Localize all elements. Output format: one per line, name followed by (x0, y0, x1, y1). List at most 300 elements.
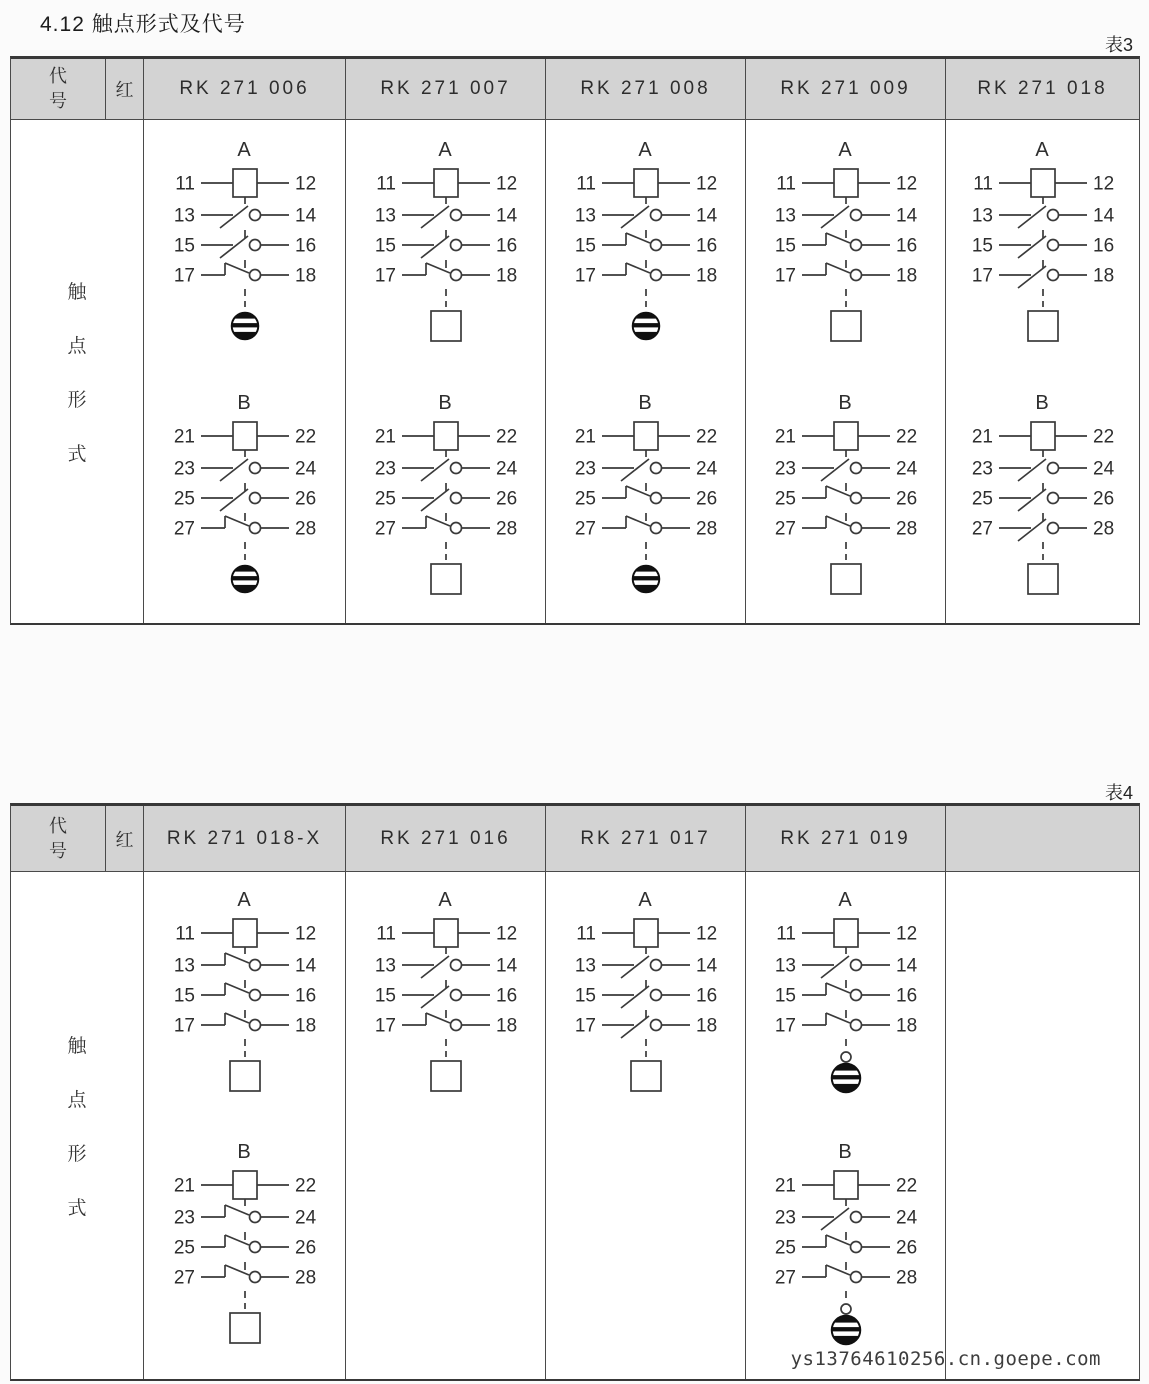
contact-diagram-B (145, 1128, 345, 1350)
terminal-number-right: 28 (695, 518, 717, 540)
terminal-number-left: 25 (774, 488, 796, 510)
contact-diagram-A (943, 126, 1143, 348)
terminal-number-left: 23 (971, 458, 993, 480)
terminal-number-left: 23 (574, 458, 596, 480)
model-header-cell: RK 271 018-X (144, 806, 346, 871)
coil-symbol (376, 919, 517, 954)
contact-group-A (746, 126, 946, 348)
contact-no-symbol (374, 489, 516, 522)
section-label: B (837, 1141, 852, 1163)
contact-fixed-point (450, 990, 461, 1001)
table3-caption: 表3 (1104, 35, 1133, 55)
terminal-number-left: 11 (174, 923, 195, 945)
contact-fixed-point (450, 523, 461, 534)
section-label: A (437, 139, 452, 161)
contact-nc-symbol (173, 1205, 316, 1240)
indicator-lamp-icon (828, 1064, 864, 1093)
terminal-number-left: 15 (574, 985, 596, 1007)
model-header-cell: RK 271 009 (746, 59, 946, 119)
terminal-number-right: 22 (495, 426, 517, 448)
terminal-number-left: 23 (774, 1207, 796, 1229)
diagram-cell (746, 872, 946, 1379)
indicator-square-icon (431, 1061, 461, 1091)
terminal-number-right: 16 (695, 985, 717, 1007)
terminal-number-left: 27 (774, 518, 796, 540)
terminal-number-right: 28 (294, 1267, 316, 1289)
contact-no-symbol (374, 459, 517, 492)
contact-diagram-A (346, 126, 546, 348)
contact-fixed-point (850, 523, 861, 534)
section-label: A (637, 889, 652, 911)
code-header-cell (11, 59, 106, 119)
terminal-number-right: 16 (1092, 235, 1114, 257)
terminal-number-left: 25 (971, 488, 993, 510)
contact-diagram-A (746, 876, 946, 1098)
terminal-number-left: 11 (375, 173, 396, 195)
terminal-number-right: 16 (294, 985, 316, 1007)
contact-no-symbol (574, 956, 717, 989)
contact-fixed-point (650, 493, 661, 504)
coil-symbol (576, 919, 717, 954)
terminal-number-left: 15 (774, 985, 796, 1007)
terminal-number-right: 24 (695, 458, 717, 480)
row-header-char: 式 (67, 1198, 87, 1219)
contact-fixed-point (249, 1272, 260, 1283)
diagram-cell (144, 872, 346, 1379)
contact-diagram-A (546, 126, 746, 348)
table3 (10, 56, 1140, 625)
contact-fixed-point (450, 960, 461, 971)
terminal-number-right: 14 (294, 955, 316, 977)
terminal-number-right: 14 (1092, 205, 1114, 227)
model-header-cell: RK 271 017 (546, 806, 746, 871)
contact-no-symbol (971, 266, 1113, 289)
terminal-number-right: 26 (1092, 488, 1114, 510)
terminal-number-right: 14 (695, 205, 717, 227)
diagram-cell (346, 120, 546, 623)
contact-diagram-A (346, 876, 546, 1098)
table4-caption: 表4 (1104, 783, 1133, 803)
contact-no-symbol (374, 236, 516, 269)
model-header-cell: RK 271 006 (144, 59, 346, 119)
contact-fixed-point (650, 210, 661, 221)
indicator-small-circle-icon (841, 1304, 851, 1314)
contact-no-symbol (374, 206, 517, 239)
model-header-cell: RK 271 007 (346, 59, 546, 119)
contact-group-A (346, 876, 546, 1098)
terminal-number-left: 27 (173, 518, 195, 540)
contact-diagram-B (746, 379, 946, 601)
contact-group-B (746, 1128, 946, 1350)
contact-fixed-point (450, 240, 461, 251)
contact-nc-symbol (173, 983, 315, 1018)
row-header-char: 点 (67, 1090, 87, 1111)
indicator-square-icon (230, 1061, 260, 1091)
contact-fixed-point (850, 1272, 861, 1283)
empty-cell (946, 872, 1139, 1379)
terminal-number-right: 24 (294, 458, 316, 480)
contact-group-A (145, 876, 345, 1098)
contact-nc-symbol (574, 486, 716, 521)
row-header-char: 触 (67, 282, 87, 303)
section-label: A (637, 139, 652, 161)
contact-fixed-point (850, 463, 861, 474)
contact-fixed-point (249, 960, 260, 971)
terminal-number-left: 13 (574, 205, 596, 227)
coil-symbol (973, 169, 1114, 204)
code-header-char: 号 (49, 840, 67, 861)
terminal-number-right: 12 (895, 173, 917, 195)
contact-group-B (943, 379, 1143, 601)
contact-no-symbol (971, 236, 1113, 269)
indicator-lamp-icon (828, 1316, 864, 1345)
terminal-number-right: 12 (495, 923, 517, 945)
terminal-number-right: 24 (895, 458, 917, 480)
contact-no-symbol (971, 519, 1113, 542)
contact-nc-symbol (774, 1235, 916, 1270)
terminal-number-right: 12 (294, 173, 316, 195)
contact-fixed-point (450, 1020, 461, 1031)
terminal-number-left: 13 (774, 205, 796, 227)
contact-fixed-point (850, 960, 861, 971)
row-header-cell (11, 872, 144, 1379)
contact-no-symbol (173, 459, 316, 492)
contact-no-symbol (574, 459, 717, 492)
indicator-square-icon (1028, 564, 1058, 594)
indicator-small-circle-icon (841, 1052, 851, 1062)
diagram-cell (546, 872, 746, 1379)
indicator-square-icon (230, 1313, 260, 1343)
contact-nc-symbol (574, 233, 716, 268)
terminal-number-left: 27 (574, 518, 596, 540)
terminal-number-right: 16 (495, 985, 517, 1007)
section-label: B (637, 392, 652, 414)
contact-diagram-B (346, 379, 546, 601)
contact-fixed-point (1047, 240, 1058, 251)
contact-no-symbol (574, 986, 716, 1019)
terminal-number-left: 15 (173, 985, 195, 1007)
terminal-number-left: 17 (173, 1015, 195, 1037)
contact-fixed-point (249, 990, 260, 1001)
model-header-cell: RK 271 019 (746, 806, 946, 871)
contact-fixed-point (1047, 210, 1058, 221)
terminal-number-left: 11 (375, 923, 396, 945)
terminal-number-left: 15 (173, 235, 195, 257)
terminal-number-right: 18 (695, 1015, 717, 1037)
contact-nc-symbol (774, 983, 916, 1018)
terminal-number-left: 25 (374, 488, 396, 510)
contact-no-symbol (374, 986, 516, 1019)
coil-symbol (576, 169, 717, 204)
diagram-cell (746, 120, 946, 623)
contact-diagram-A (746, 126, 946, 348)
contact-fixed-point (249, 270, 260, 281)
terminal-number-right: 22 (1092, 426, 1114, 448)
terminal-number-left: 15 (971, 235, 993, 257)
contact-no-symbol (774, 206, 917, 239)
terminal-number-right: 18 (495, 1015, 517, 1037)
indicator-square-icon (631, 1061, 661, 1091)
contact-group-A (546, 876, 746, 1098)
section-label: A (437, 889, 452, 911)
terminal-number-right: 18 (695, 265, 717, 287)
coil-symbol (971, 422, 1113, 457)
red-header-cell: 红 (106, 806, 144, 871)
terminal-number-right: 18 (895, 265, 917, 287)
contact-fixed-point (650, 1020, 661, 1031)
contact-fixed-point (450, 463, 461, 474)
contact-fixed-point (249, 463, 260, 474)
terminal-number-left: 23 (374, 458, 396, 480)
section-label: A (236, 139, 251, 161)
contact-group-A (546, 126, 746, 348)
contact-fixed-point (850, 240, 861, 251)
contact-no-symbol (774, 1208, 917, 1241)
terminal-number-left: 21 (173, 1175, 195, 1197)
terminal-number-left: 27 (774, 1267, 796, 1289)
contact-no-symbol (971, 206, 1114, 239)
terminal-number-left: 13 (774, 955, 796, 977)
contact-no-symbol (774, 459, 917, 492)
model-header-cell: RK 271 018 (977, 78, 1108, 99)
table-body-row (11, 120, 1139, 623)
section-label: A (837, 889, 852, 911)
terminal-number-left: 17 (173, 265, 195, 287)
terminal-number-left: 23 (173, 458, 195, 480)
table-header-row (11, 806, 1139, 872)
empty-header-cell (946, 806, 1139, 871)
contact-fixed-point (1047, 493, 1058, 504)
terminal-number-left: 13 (374, 205, 396, 227)
terminal-number-right: 28 (895, 518, 917, 540)
contact-fixed-point (1047, 463, 1058, 474)
terminal-number-right: 22 (895, 426, 917, 448)
contact-fixed-point (850, 493, 861, 504)
contact-fixed-point (249, 523, 260, 534)
terminal-number-right: 26 (895, 488, 917, 510)
terminal-number-left: 11 (174, 173, 195, 195)
row-header-char: 触 (67, 1036, 87, 1057)
terminal-number-left: 17 (374, 265, 396, 287)
table-header-row (11, 59, 1139, 120)
contact-nc-symbol (774, 486, 916, 521)
terminal-number-right: 18 (294, 265, 316, 287)
table-body-row (11, 872, 1139, 1379)
terminal-number-right: 26 (294, 1237, 316, 1259)
contact-no-symbol (574, 206, 717, 239)
contact-fixed-point (850, 210, 861, 221)
terminal-number-right: 26 (895, 1237, 917, 1259)
contact-diagram-B (145, 379, 345, 601)
contact-no-symbol (173, 236, 315, 269)
indicator-square-icon (831, 564, 861, 594)
red-header-cell: 红 (106, 59, 144, 119)
coil-symbol (776, 169, 917, 204)
terminal-number-left: 27 (173, 1267, 195, 1289)
contact-group-B (346, 379, 546, 601)
contact-no-symbol (971, 459, 1114, 492)
row-header-char: 式 (67, 444, 87, 465)
contact-nc-symbol (173, 1235, 315, 1270)
terminal-number-right: 24 (1092, 458, 1114, 480)
contact-diagram-B (546, 379, 746, 601)
terminal-number-right: 26 (695, 488, 717, 510)
terminal-number-left: 21 (173, 426, 195, 448)
terminal-number-left: 21 (971, 426, 993, 448)
contact-group-B (145, 379, 345, 601)
contact-diagram-B (746, 1128, 946, 1350)
terminal-number-left: 17 (374, 1015, 396, 1037)
row-header-cell (11, 120, 144, 623)
contact-fixed-point (850, 1020, 861, 1031)
contact-group-B (145, 1128, 345, 1350)
section-label: A (236, 889, 251, 911)
contact-fixed-point (450, 493, 461, 504)
terminal-number-right: 22 (294, 1175, 316, 1197)
diagram-cell (346, 872, 546, 1379)
terminal-number-left: 21 (774, 426, 796, 448)
terminal-number-right: 12 (695, 923, 717, 945)
model-header-cell: RK 271 016 (346, 806, 546, 871)
indicator-square-icon (1028, 311, 1058, 341)
terminal-number-right: 14 (895, 955, 917, 977)
terminal-number-left: 17 (774, 265, 796, 287)
contact-fixed-point (850, 270, 861, 281)
section-label: A (837, 139, 852, 161)
terminal-number-right: 12 (1092, 173, 1114, 195)
contact-diagram-A (145, 876, 345, 1098)
contact-no-symbol (173, 489, 315, 522)
contact-fixed-point (650, 990, 661, 1001)
section-label: B (437, 392, 452, 414)
contact-diagram-A (145, 126, 345, 348)
terminal-number-left: 23 (774, 458, 796, 480)
terminal-number-right: 12 (495, 173, 517, 195)
terminal-number-left: 15 (374, 235, 396, 257)
contact-fixed-point (850, 1212, 861, 1223)
terminal-number-right: 14 (495, 955, 517, 977)
contact-nc-symbol (774, 233, 916, 268)
terminal-number-left: 13 (574, 955, 596, 977)
contact-fixed-point (650, 270, 661, 281)
indicator-square-icon (431, 311, 461, 341)
indicator-lamp-icon (227, 566, 263, 593)
contact-fixed-point (650, 960, 661, 971)
coil-symbol (774, 1171, 916, 1206)
terminal-number-left: 13 (374, 955, 396, 977)
terminal-number-right: 16 (495, 235, 517, 257)
diagram-cell (946, 120, 1139, 623)
terminal-number-left: 25 (173, 1237, 195, 1259)
terminal-number-right: 28 (294, 518, 316, 540)
contact-fixed-point (249, 493, 260, 504)
terminal-number-left: 27 (374, 518, 396, 540)
contact-no-symbol (574, 1016, 716, 1039)
terminal-number-right: 14 (495, 205, 517, 227)
contact-fixed-point (450, 270, 461, 281)
terminal-number-right: 14 (294, 205, 316, 227)
terminal-number-left: 27 (971, 518, 993, 540)
terminal-number-right: 18 (895, 1015, 917, 1037)
terminal-number-left: 13 (173, 205, 195, 227)
terminal-number-left: 11 (775, 173, 796, 195)
indicator-square-icon (431, 564, 461, 594)
contact-no-symbol (374, 956, 517, 989)
contact-no-symbol (774, 956, 917, 989)
contact-group-B (746, 379, 946, 601)
terminal-number-left: 21 (774, 1175, 796, 1197)
terminal-number-left: 17 (574, 1015, 596, 1037)
row-header-char: 形 (67, 390, 87, 411)
terminal-number-left: 15 (774, 235, 796, 257)
contact-group-A (943, 126, 1143, 348)
contact-fixed-point (650, 523, 661, 534)
indicator-lamp-icon (628, 566, 664, 593)
section-label: B (236, 392, 251, 414)
code-header-char: 号 (49, 91, 67, 111)
contact-fixed-point (850, 990, 861, 1001)
coil-symbol (175, 169, 316, 204)
contact-fixed-point (249, 210, 260, 221)
terminal-number-right: 18 (495, 265, 517, 287)
terminal-number-right: 22 (294, 426, 316, 448)
code-header-char: 代 (49, 66, 67, 86)
terminal-number-left: 17 (774, 1015, 796, 1037)
terminal-number-right: 22 (895, 1175, 917, 1197)
model-header-cell: RK 271 008 (546, 59, 746, 119)
terminal-number-left: 11 (972, 173, 993, 195)
contact-group-A (346, 126, 546, 348)
indicator-lamp-icon (628, 313, 664, 340)
contact-diagram-B (943, 379, 1143, 601)
terminal-number-right: 24 (294, 1207, 316, 1229)
terminal-number-right: 26 (495, 488, 517, 510)
contact-fixed-point (450, 210, 461, 221)
terminal-number-right: 16 (895, 985, 917, 1007)
terminal-number-right: 24 (895, 1207, 917, 1229)
terminal-number-left: 21 (574, 426, 596, 448)
terminal-number-right: 14 (695, 955, 717, 977)
contact-group-A (746, 876, 946, 1098)
terminal-number-left: 25 (574, 488, 596, 510)
row-header-char: 点 (67, 336, 87, 357)
terminal-number-left: 25 (774, 1237, 796, 1259)
coil-symbol (376, 169, 517, 204)
terminal-number-right: 28 (895, 1267, 917, 1289)
contact-group-A (145, 126, 345, 348)
terminal-number-right: 12 (895, 923, 917, 945)
terminal-number-right: 24 (495, 458, 517, 480)
contact-fixed-point (249, 1242, 260, 1253)
code-header-cell (11, 806, 106, 871)
terminal-number-left: 25 (173, 488, 195, 510)
terminal-number-left: 15 (374, 985, 396, 1007)
terminal-number-left: 13 (971, 205, 993, 227)
coil-symbol (175, 919, 316, 954)
watermark: ys13764610256.cn.goepe.com (790, 1348, 1101, 1370)
terminal-number-left: 23 (173, 1207, 195, 1229)
contact-nc-symbol (173, 953, 316, 988)
contact-diagram-A (546, 876, 746, 1098)
table4 (10, 803, 1140, 1381)
terminal-number-right: 16 (695, 235, 717, 257)
section-label: B (236, 1141, 251, 1163)
coil-symbol (776, 919, 917, 954)
terminal-number-right: 28 (1092, 518, 1114, 540)
terminal-number-right: 16 (895, 235, 917, 257)
contact-fixed-point (650, 463, 661, 474)
terminal-number-left: 15 (574, 235, 596, 257)
